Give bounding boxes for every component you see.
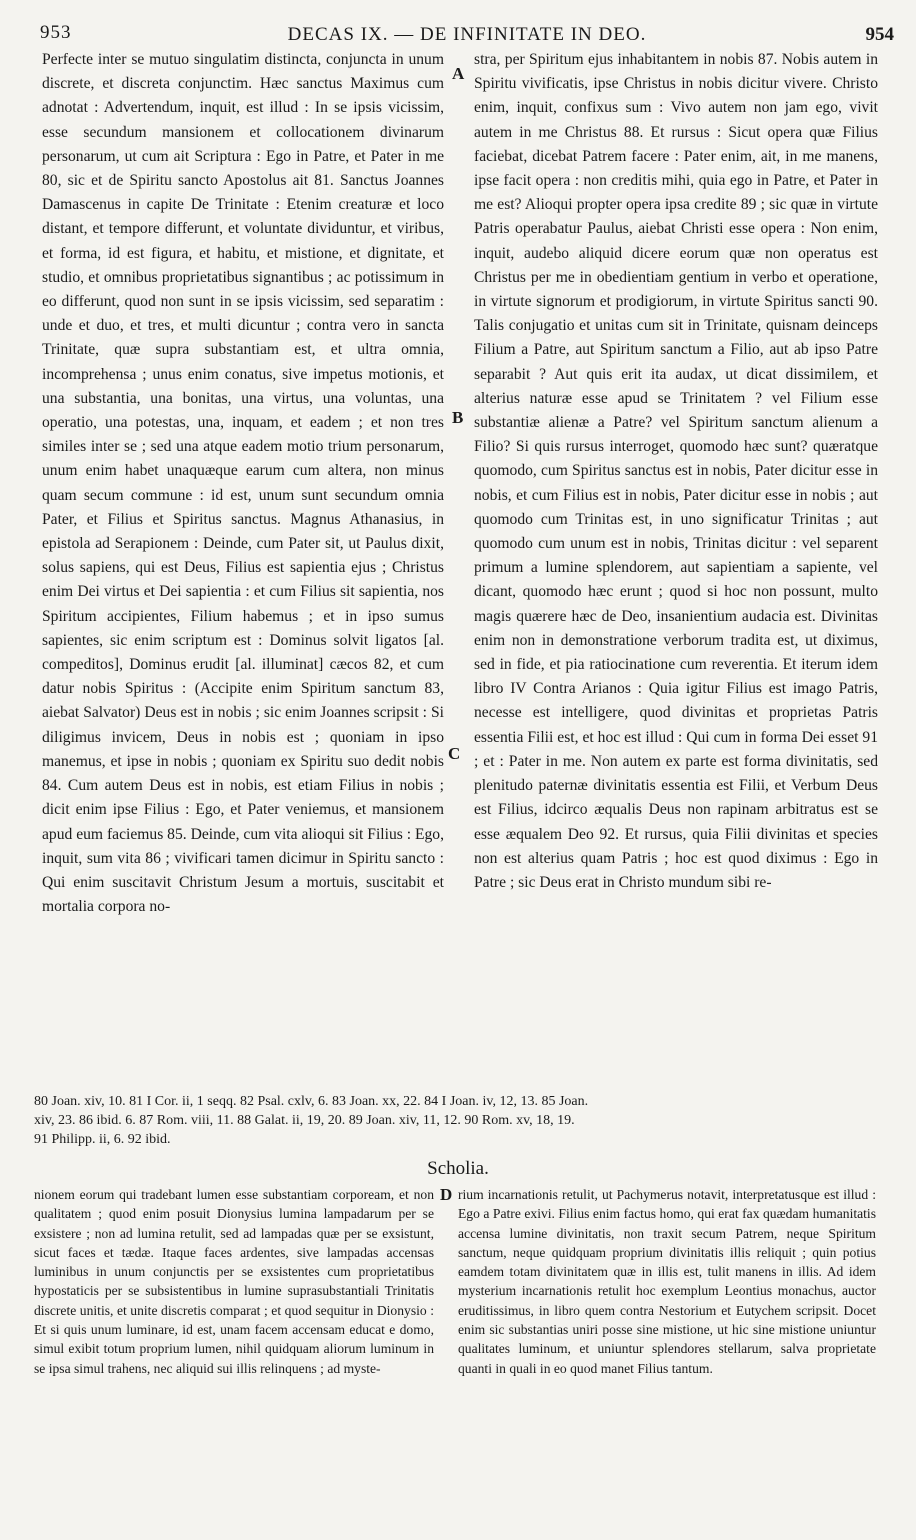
footnotes <box>34 1092 898 1149</box>
margin-marker-b: B <box>452 408 464 427</box>
scholia-right-column <box>458 1185 876 1378</box>
margin-marker-d: D <box>440 1185 453 1204</box>
footnote-line-2: xiv, 23. 86 ibid. 6. 87 Rom. viii, 11. 88 Galat. ii, 19, 20. 89 Joan. xiv, 11, 12. 90 Rom. xv, 18, 19. <box>34 1113 575 1128</box>
margin-marker-c: C <box>448 744 461 763</box>
scholia-text-left: nionem eorum qui tradebant lumen esse substantiam corpoream, et non qualitatem ; quod enim posuit Dionysius lumina lampadarum per se exsistere ; non ad lumina retulit, sed ad lampadas quæ per se exsistunt, sicut faces et tædæ. Itaque faces ardentes, sive lampadas accensas luminibus in unum conjunctis per se exsistentes cum proprietatibus hypostaticis per se subsistentibus in lumine suprasubstantiali Trinitatis discrete unitis, et unite discretis comparat ; et quod sequitur in Dionysio : Et si quis unum luminare, id est, unam facem accensam educat e domo, simul exibit totum proprium lumen, nihil quidquam aliorum luminum in se ipsa simul trahens, nec aliquid sui illis relinquens ; ad myste- <box>34 1187 434 1376</box>
page-number-left: 953 <box>40 22 72 43</box>
main-text-right-column <box>474 48 878 895</box>
running-title: DECAS IX. — DE INFINITATE IN DEO. <box>287 24 647 45</box>
scholia-text-right: rium incarnationis retulit, ut Pachymerus notavit, interpretatusque est illud : Ego a Patre exivi. Filius enim factus homo, qui erat fax quædam humanitatis accensa lumine divinitatis, non traxit secum Patrem, neque Spiritum sanctum, neque quidquam proprium divinitatis illis reliquit ; quin potius eamdem totam divinitatem quæ in illis est, tulit manens in illis. Ad idem mysterium incarnationis retulit hoc exemplum Leontius monachus, auctor eruditissimus, in libro quem contra Nestorium et Eutychem scripsit. Docet enim sic substantias uniri posse sine mistione, ut hic sine mistione uniuntur qualitates luminum, et uniuntur splendores stellarum, salva proprietate quanti in quali in eo quod manet Filius tantum. <box>458 1187 876 1376</box>
main-text-right: stra, per Spiritum ejus inhabitantem in nobis 87. Nobis autem in Spiritu vivificatis, ipse Christus in nobis dicitur vivere. Christo enim, inquit, confixus sum : Vivo autem non jam ego, vivit autem in me Christus 88. Et rursus : Sicut opera quæ Filius faciebat, dicebat Patrem facere : Pater enim, ait, in me manens, ipse facit opera : non creditis mihi, quia ego in Patre, et Pater in me est? Alioqui propter opera ipsa credite 89 ; sic quæ in virtute Patris operabatur Paulus, aiebat Christi esse opera : Non enim, inquit, audebo aliquid dicere eorum quæ non operatus est Christus per me in obedientiam gentium in verbo et operatione, in virtute signorum et prodigiorum, in virtute Spiritus sancti 90. Talis conjugatio et unitas cum sit in Trinitate, quisnam deinceps Filium a Patre, aut Spiritum sanctum a Filio, aut ab ipso Patre separabit ? Aut quis erit ita audax, ut dicat dissimilem, et alterius naturæ esse apud se Trinitatem ? vel Filium esse substantiæ alienæ a Patre? vel Spiritum sanctum alienum a Filio? Si quis rursus interroget, quomodo hæc sunt? quæratque quomodo, cum Spiritus sanctus est in nobis, Pater dicitur esse in nobis, et cum Filius est in nobis, Pater dicitur esse in nobis ; aut quomodo cum Trinitas est, in uno significatur Trinitas ; aut quomodo cum unum est in nobis, Trinitas dicitur : vel separent primum a lumine splendorem, aut sapientiam a sapiente, vel dicant, quomodo hæc erunt ; quod si hoc non possunt, multo magis quærere hæc de Deo, insanientium audacia est. Divinitas enim non in demonstratione verborum tradita est, ut diximus, sed in fide, et pia ratiocinatione cum reverentia. Et iterum idem libro IV Contra Arianos : Quia igitur Filius est imago Patris, necesse est intelligere, quod divinitas et proprietas Patris essentia Filii est, et hoc est illud : Qui cum in forma Dei esset 91 ; et : Pater in me. Non autem ex parte est forma divinitatis, sed plenitudo paternæ divinitatis essentia est Filii, et Verbum Deus est Filius, idcirco æqualis Deus non rapinam arbitratus est se esse æqualem Deo 92. Et rursus, quia Filii divinitas et species non est alterius quam Patris ; hoc est quod diximus : Ego in Patre ; sic Deus erat in Christo mundum sibi re- <box>474 51 878 891</box>
main-text-left: Perfecte inter se mutuo singulatim distincta, conjuncta in unum discrete, et discreta conjunctim. Hæc sanctus Maximus cum adnotat : Advertendum, inquit, est illud : In se ipsis vicissim, esse secundum mansionem et collocationem divinarum personarum, ut cum ait Scriptura : Ego in Patre, et Pater in me 80, sic et de Spiritu sancto Apostolus ait 81. Sanctus Joannes Damascenus in capite De Trinitate : Etenim creaturæ et loco distant, et tempore differunt, et voluntate dividuntur, et viribus, et forma, id est figura, et habitu, et mistione, et dignitate, et studio, et omnibus proprietatibus signantibus ; ac potissimum in eo differunt, quod non sunt in se ipsis vicissim, sed separatim : unde et duo, et tres, et multi dicuntur ; contra vero in sancta Trinitate, quæ supra substantiam est, et ultra omnia, incomprehensa ; unus enim conatus, sive impetus motionis, et una substantia, una bonitas, una virtus, una voluntas, una operatio, una potestas, una, inquam, et eadem ; et non tres similes inter se ; sed una atque eadem motio trium personarum, unum enim habet unaquæque earum cum altera, non minus quam secum commune : id est, unum sunt secundum omnia Pater, et Filius et Spiritus sanctus. Magnus Athanasius, in epistola ad Serapionem : Deinde, cum Pater sit, ut Paulus dixit, solus sapiens, qui est Deus, Filius est sapientia ejus ; Christus enim Dei virtus et Dei sapientia : et cum Filius sit sapientia, nos Spiritum accipientes, Filium habemus ; et in ipso sumus sapientes, sic enim scriptum est : Dominus solvit ligatos [al. compeditos], Dominus erudit [al. illuminat] cæcos 82, et cum datur nobis Spiritus : (Accipite enim Spiritum sanctum 83, aiebat Salvator) Deus est in nobis ; sic enim Joannes scripsit : Si diligimus invicem, Deus in nobis est ; quoniam in ipso manemus, et ipse in nobis ; quoniam ex Spiritu suo dedit nobis 84. Cum autem Deus est in nobis, est etiam Filius in nobis ; dicit enim ipse Filius : Ego, et Pater veniemus, et mansionem apud eum faciemus 85. Deinde, cum vita alioqui sit Filius : Ego, inquit, sum vita 86 ; vivificari tamen dicimur in Spiritu sancto : Qui enim suscitavit Christum Jesum a mortuis, suscitabit et mortalia corpora no- <box>42 51 444 916</box>
page-number-right: 954 <box>865 24 894 45</box>
footnote-line-3: 91 Philipp. ii, 6. 92 ibid. <box>34 1132 171 1147</box>
scholia-heading: Scholia. <box>427 1158 489 1179</box>
footnote-line-1: 80 Joan. xiv, 10. 81 I Cor. ii, 1 seqq. 82 Psal. cxlv, 6. 83 Joan. xx, 22. 84 I Joan. iv, 12, 13. 85 Joan. <box>34 1094 589 1109</box>
scholia-left-column <box>34 1185 434 1378</box>
margin-marker-a: A <box>452 64 465 83</box>
main-text-left-column <box>42 48 444 919</box>
